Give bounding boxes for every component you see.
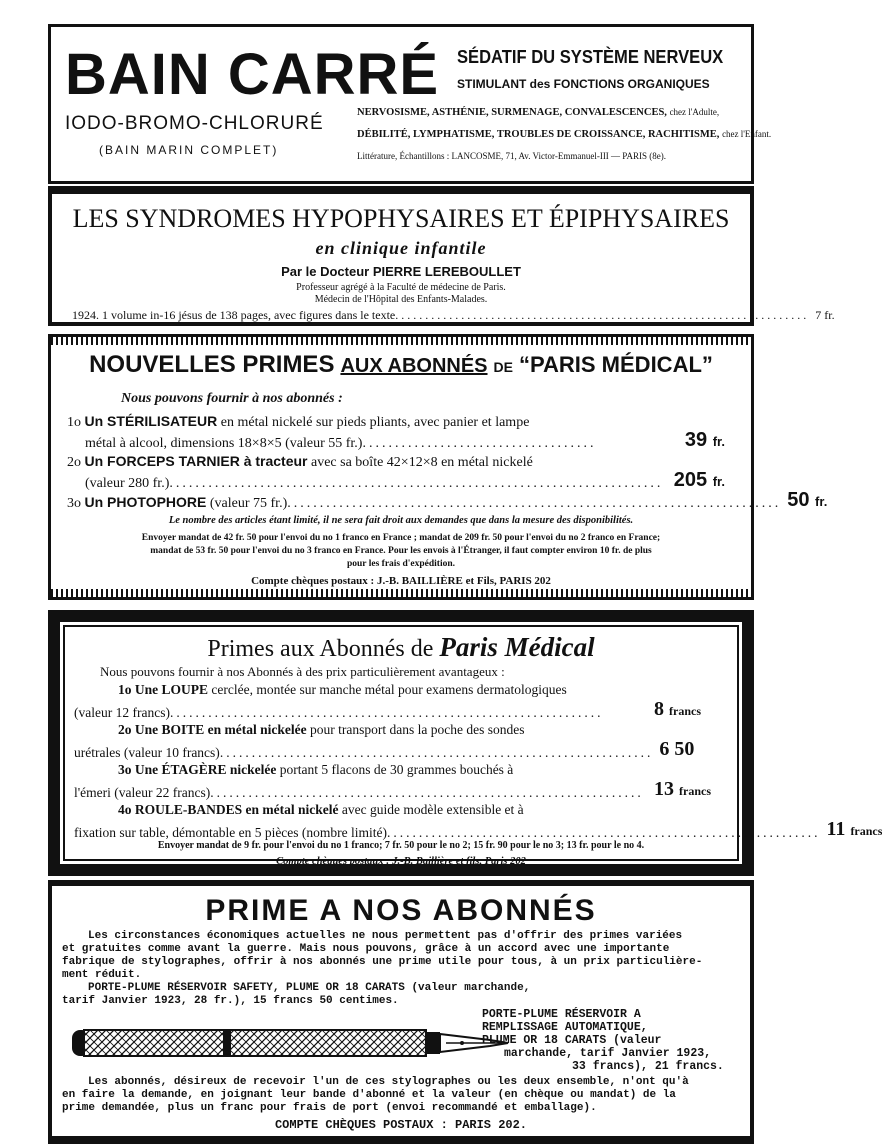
author-credential-2: Médecin de l'Hôpital des Enfants-Malades. [314,294,488,305]
pm-item-4-line2: fixation sur table, démontable en 5 pièces (nombre limité) .................................................................... 11 francs [74,818,882,840]
auto-pen-line-1: PORTE-PLUME RÉSERVOIR A [482,1008,641,1021]
leader-dots: ..................................................................... [395,308,810,322]
availability-note: Le nombre des articles étant limité, il ne sera fait droit aux demandes que dans la mesure des disponibilités. [168,515,634,526]
book-subtitle: en clinique infantile [315,238,487,258]
primes-pm-title: Primes aux Abonnés de Paris Médical [207,632,595,662]
book-price: 7 fr. [815,308,835,322]
shipping-line-3: pour les frais d'expédition. [346,559,456,569]
tagline-sedatif: SÉDATIF DU SYSTÈME NERVEUX [457,47,724,67]
sample-address: Littérature, Échantillons : LANCOSME, 71, Av. Victor-Emmanuel-III — PARIS (8e). [357,151,666,161]
pm-postal-account: Compte chèques postaux : J.-B. Baillière et fils, Paris 202 [276,856,526,867]
primes-title: NOUVELLES PRIMES AUX ABONNÉS DE “PARIS MÉDICAL” [89,351,713,378]
fountain-pen-illustration [70,1026,510,1060]
tagline-stimulant: STIMULANT des FONCTIONS ORGANIQUES [457,77,710,91]
author-credential-1: Professeur agrégé à la Faculté de médecine de Paris. [296,282,506,293]
book-title: LES SYNDROMES HYPOPHYSAIRES ET ÉPIPHYSAIRES [72,204,730,233]
prime-item-3: 3o Un PHOTOPHORE (valeur 75 fr.) ............................................................................ 50 fr. [67,489,828,511]
order-line-1: Les abonnés, désireux de recevoir l'un de ces stylographes ou les deux ensemble, n'ont qu'à [88,1076,689,1088]
brand-title: BAIN CARRÉ [65,42,440,107]
order-line-2: en faire la demande, en joignant leur bande d'abonné et la valeur (en chèque ou mandat) de la [62,1089,676,1101]
shipping-line-2: mandat de 53 fr. 50 pour l'envoi du no 3 franco en France. Pour les envois à l'Étranger, il faut compter environ 10 fr. de plus [150,546,652,556]
pm-item-3-price: 13 francs [654,778,711,800]
prime-item-1-line2: métal à alcool, dimensions 18×8×5 (valeur 55 fr.) .................................... 39 fr. [85,429,725,451]
auto-pen-line-4: marchande, tarif Janvier 1923, [504,1047,712,1060]
shipping-line-1: Envoyer mandat de 42 fr. 50 pour l'envoi du no 1 franco en France ; mandat de 209 fr. 50 pour l'envoi du no 2 franco en France; [141,533,661,543]
intro-line-1: Les circonstances économiques actuelles ne nous permettent pas d'offrir des primes variées [88,930,683,942]
intro-line-2: et gratuites comme avant la guerre. Mais nous pouvons, grâce à un accord avec une importante [62,943,670,955]
intro-line-3: fabrique de stylographes, offrir à nos abonnés une prime utile pour tous, à un prix particulière- [62,956,703,968]
decorative-border-bottom [51,589,751,597]
pm-item-2-price: 6 50 [659,738,695,760]
ad-syndromes-book [48,186,835,326]
postal-account: Compte chèques postaux : J.-B. BAILLIÈRE et Fils, PARIS 202 [251,575,551,587]
pm-item-4-price: 11 francs [826,818,882,840]
book-author: Par le Docteur PIERRE LEREBOULLET [281,264,521,279]
pm-item-2-line1: 2o Une BOITE en métal nickelée pour transport dans la poche des sondes [118,722,525,737]
order-line-3: prime demandée, plus un franc pour frais de port (envoi recommandé et emballage). [62,1102,597,1114]
primes-intro: Nous pouvons fournir à nos abonnés : [121,391,343,406]
pm-item-3-line2: l'émeri (valeur 22 francs) .................................................................... 13 francs [74,778,724,801]
ad-primes-paris-medical [48,610,882,876]
prime-item-1-line1: 1o Un STÉRILISATEUR en métal nickelé sur pieds pliants, avec panier et lampe [67,413,530,430]
pm-item-2-line2: urétrales (valeur 10 francs) .................................................................... 6 50 [74,738,724,761]
pm-item-4-line1: 4o ROULE-BANDES en métal nickelé avec guide modèle extensible et à [118,802,524,817]
prime-item-1-price: 39 fr. [684,429,725,451]
pm-shipping: Envoyer mandat de 9 fr. pour l'envoi du no 1 franco; 7 fr. 50 pour le no 2; 15 fr. 90 pour le no 3; 13 fr. pour le no 4. [157,840,645,851]
safety-pen-line-2: tarif Janvier 1923, 28 fr.), 15 francs 50 centimes. [62,995,399,1007]
safety-pen-line-1: PORTE-PLUME RÉSERVOIR SAFETY, PLUME OR 18 CARATS (valeur marchande, [88,982,531,994]
auto-pen-line-2: REMPLISSAGE AUTOMATIQUE, [482,1021,648,1034]
ad-nouvelles-primes [48,334,828,600]
auto-pen-line-3: PLUME OR 18 CARATS (valeur [482,1034,662,1047]
stylo-title: PRIME A NOS ABONNÉS [205,894,597,927]
pm-item-1-price: 8 francs [654,698,701,720]
prime-item-3-price: 50 fr. [787,489,828,511]
indications-adult: NERVOSISME, ASTHÉNIE, SURMENAGE, CONVALESCENCES, chez l'Adulte, [357,107,720,118]
prime-item-2-line1: 2o Un FORCEPS TARNIER à tracteur avec sa boîte 42×12×8 en métal nickelé [67,453,533,470]
pm-item-1-line2: (valeur 12 francs) .................................................................... 8 francs [74,698,724,721]
intro-line-4: ment réduit. [62,969,142,981]
indications-child: DÉBILITÉ, LYMPHATISME, TROUBLES DE CROISSANCE, RACHITISME, chez l'Enfant. [357,129,772,140]
brand-paren: (BAIN MARIN COMPLET) [99,143,279,157]
prime-item-2-line2: (valeur 280 fr.) ............................................................................ 205 fr. [85,469,725,491]
ad-prime-stylographes [48,880,754,1144]
prime-item-2-price: 205 fr. [673,469,725,491]
pm-item-1-line1: 1o Une LOUPE cerclée, montée sur manche métal pour examens dermatologiques [118,682,567,697]
brand-subtitle: IODO-BROMO-CHLORURÉ [65,113,324,134]
auto-pen-line-5: 33 francs), 21 francs. [572,1060,724,1073]
stylo-postal-account: COMPTE CHÈQUES POSTAUX : PARIS 202. [274,1118,528,1132]
primes-pm-intro: Nous pouvons fournir à nos Abonnés à des prix particulièrement avantageux : [100,664,505,679]
decorative-border-top [51,337,751,345]
ad-bain-carre [48,24,772,184]
pm-item-3-line1: 3o Une ÉTAGÈRE nickelée portant 5 flacons de 30 grammes bouchés à [118,762,514,777]
book-publication-row: 1924. 1 volume in-16 jésus de 138 pages, avec figures dans le texte ..................................................................... 7 fr. [72,308,835,322]
